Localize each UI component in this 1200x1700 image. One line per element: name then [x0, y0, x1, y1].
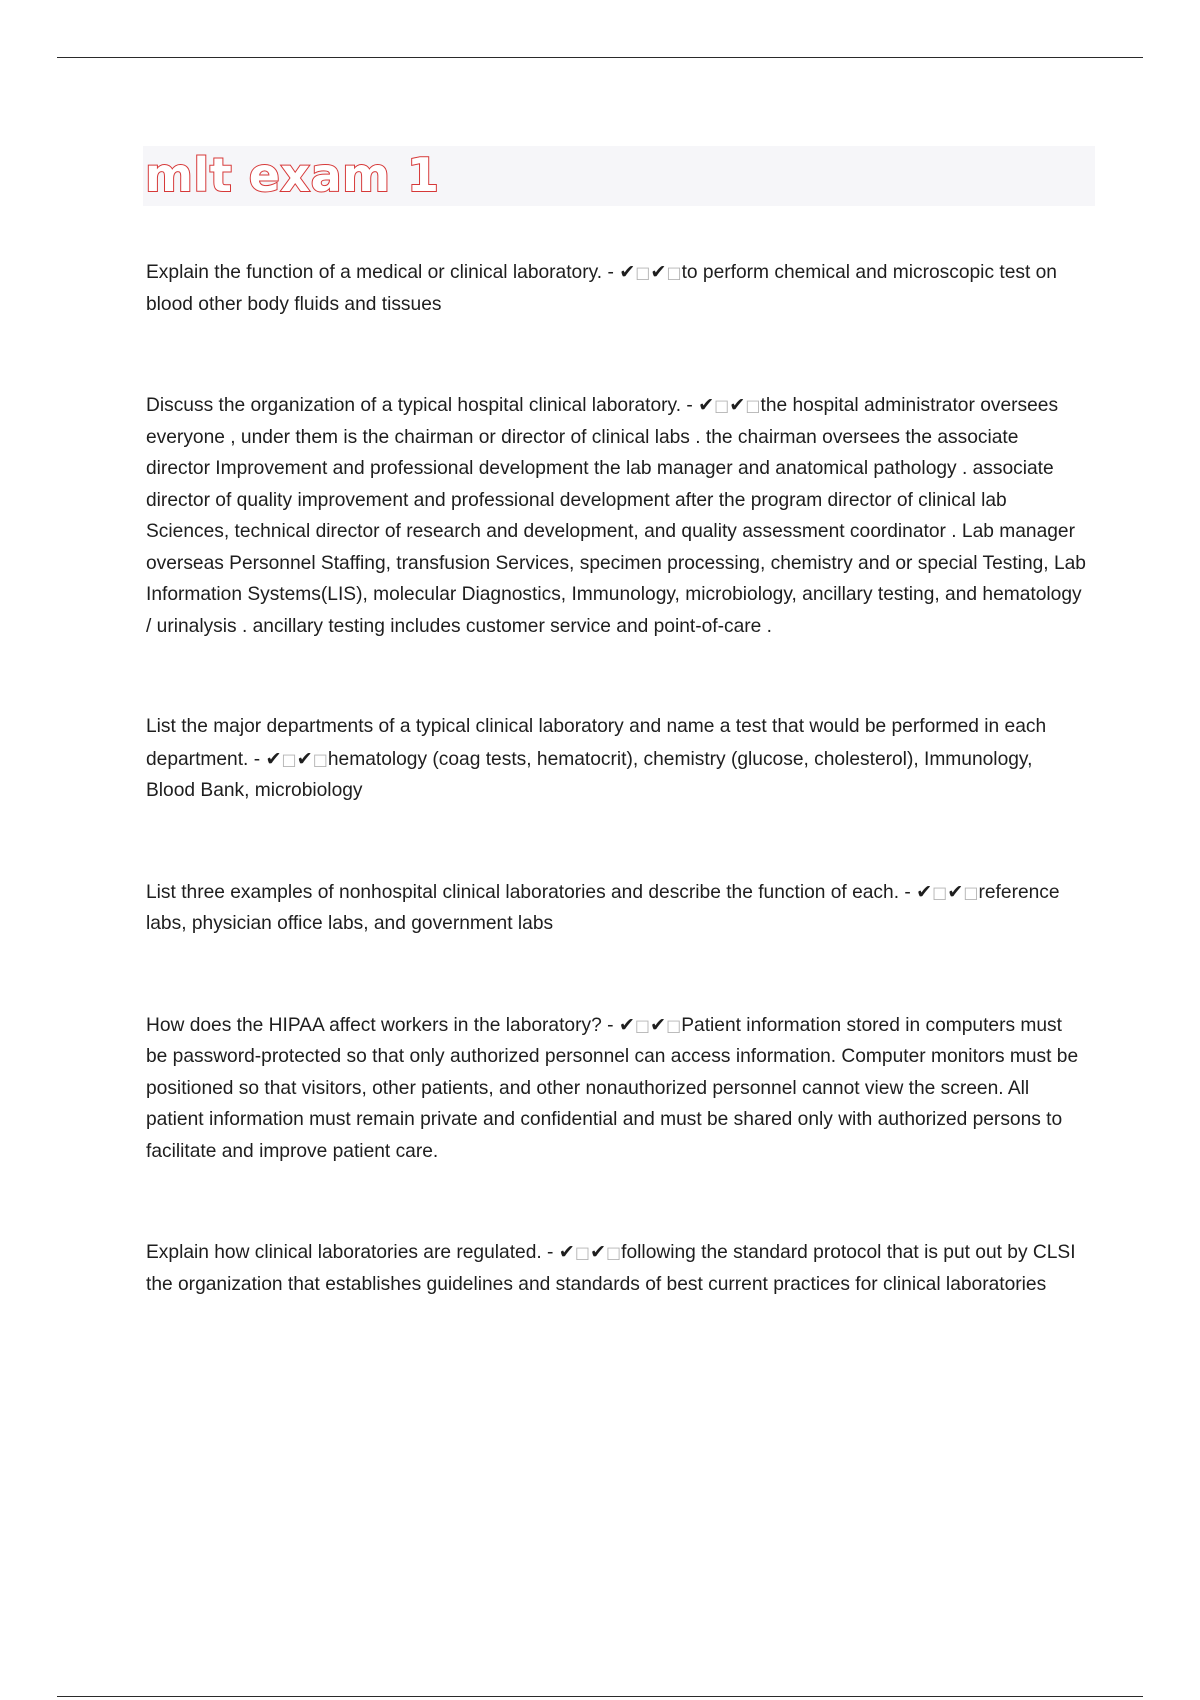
- qa-separator: -: [541, 1242, 559, 1263]
- question-text: List three examples of nonhospital clinical laboratories and describe the function of each.: [146, 881, 900, 903]
- box-icon: □: [574, 1243, 590, 1262]
- footer-rule: [57, 1696, 1143, 1697]
- document-title: mlt exam 1: [145, 148, 440, 202]
- box-icon: □: [714, 396, 730, 415]
- document-body: [146, 256, 1086, 1369]
- box-icon: □: [745, 396, 761, 415]
- qa-list: [146, 256, 1086, 1300]
- qa-separator: -: [899, 881, 917, 903]
- qa-entry: [146, 711, 1086, 807]
- box-icon: □: [281, 749, 297, 769]
- answer-text: following the standard protocol that is put out by CLSI the organization that establishes guidelines and standards of best current practices for clinical laboratories: [146, 1242, 1076, 1295]
- box-icon: □: [635, 263, 651, 282]
- title-band: [143, 146, 1095, 206]
- check-mark-icon: ✔: [698, 393, 715, 416]
- check-mark-icon: ✔: [619, 260, 636, 283]
- question-text: Discuss the organization of a typical hospital clinical laboratory.: [146, 395, 682, 416]
- check-mark-icon: ✔: [916, 879, 933, 903]
- box-icon: □: [666, 263, 682, 282]
- check-mark-icon: ✔: [729, 393, 746, 416]
- qa-entry: [146, 256, 1086, 320]
- box-icon: □: [312, 749, 328, 769]
- question-text: Explain how clinical laboratories are regulated.: [146, 1242, 542, 1263]
- question-text: Explain the function of a medical or clinical laboratory.: [146, 262, 603, 283]
- check-mark-icon: ✔: [650, 1012, 667, 1036]
- qa-entry: [146, 389, 1086, 642]
- question-text: How does the HIPAA affect workers in the laboratory?: [146, 1014, 602, 1036]
- check-mark-icon: ✔: [947, 879, 964, 903]
- question-text: List the major departments of a typical clinical laboratory and name a test that would be performed in each department.: [146, 716, 1047, 770]
- answer-text: to perform chemical and microscopic test on blood other body fluids and tissues: [146, 262, 1057, 315]
- qa-entry: [146, 876, 1086, 940]
- check-mark-icon: ✔: [650, 260, 667, 283]
- qa-entry: [146, 1009, 1086, 1168]
- answer-text: hematology (coag tests, hematocrit), chemistry (glucose, cholesterol), Immunology, Blood Bank, microbiology: [146, 748, 1033, 801]
- box-icon: □: [606, 1243, 622, 1262]
- header-rule: [57, 57, 1143, 58]
- check-mark-icon: ✔: [558, 1240, 575, 1263]
- box-icon: □: [666, 1015, 682, 1035]
- box-icon: □: [932, 882, 948, 902]
- qa-entry: [146, 1236, 1086, 1300]
- qa-separator: -: [602, 262, 620, 283]
- check-mark-icon: ✔: [296, 746, 313, 770]
- answer-text: reference labs, physician office labs, and government labs: [146, 881, 1060, 934]
- answer-text: Patient information stored in computers must be password-protected so that only authorized personnel can access information. Computer monitors must be positioned so that visitors, other patients, and other nonauthorized personnel cannot view the screen. All patient information must remain private and confidential and must be shared only with authorized persons to facilitate and improve patient care.: [146, 1014, 1079, 1162]
- box-icon: □: [963, 882, 979, 902]
- box-icon: □: [634, 1015, 651, 1035]
- qa-separator: -: [601, 1014, 619, 1036]
- qa-separator: -: [248, 748, 266, 770]
- answer-text: the hospital administrator oversees everyone , under them is the chairman or director of clinical labs . the chairman oversees the associate director Improvement and professional development the lab manager and anatomical pathology . associate director of quality improvement and professional development after the program director of clinical lab Sciences, technical director of research and development, and quality assessment coordinator . Lab manager overseas Personnel Staffing, transfusion Services, specimen processing, chemistry and or special Testing, Lab Information Systems(LIS), molecular Diagnostics, Immunology, microbiology, ancillary testing, and hematology / urinalysis . ancillary testing includes customer service and point-of-care .: [146, 395, 1086, 637]
- check-mark-icon: ✔: [265, 746, 282, 770]
- qa-separator: -: [681, 395, 699, 416]
- check-mark-icon: ✔: [618, 1012, 635, 1036]
- check-mark-icon: ✔: [589, 1240, 607, 1263]
